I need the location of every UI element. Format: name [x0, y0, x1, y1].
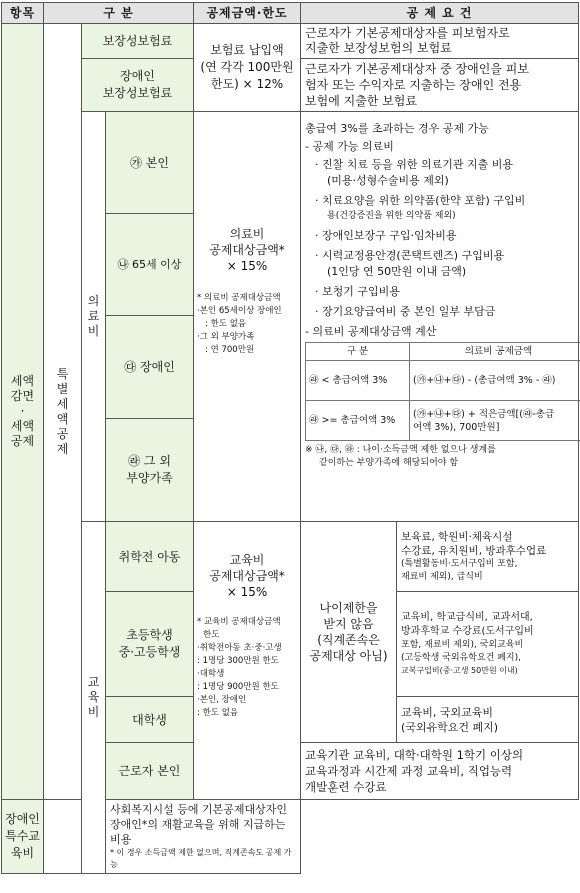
education-special-amount: [44, 800, 82, 874]
insurance-amount: 보험료 납입액 (연 각각 100만원 한도) × 12%: [194, 24, 301, 112]
medical-cell: 의 료 비: [82, 112, 106, 522]
disabled-insurance-label: 장애인 보장성보험료: [82, 59, 194, 112]
header-row: [2, 3, 579, 24]
tax-credit-table: [1, 2, 579, 874]
special-credit-cell: 특 별 세 액 공 제: [44, 24, 82, 800]
medical-senior: ㉯ 65세 이상: [106, 214, 194, 316]
disabled-insurance-requirement: 근로자가 기본공제대상자 중 장애인을 피보 험자 또는 수익자로 지출하는 장애인 전용 보험에 지출한 보험료: [301, 59, 579, 112]
education-cell: 교 육 비: [82, 522, 106, 874]
education-special: 장애인 특수교육비: [2, 800, 44, 874]
category-cell: 세액 감면 · 세액 공제: [2, 24, 44, 800]
header-requirements: 공 제 요 건: [301, 3, 579, 24]
header-amount: 공제금액·한도: [194, 3, 301, 24]
education-age-limit: 나이제한을 받지 않음 (직계존속은 공제대상 아님): [301, 522, 397, 743]
medical-amount: [194, 112, 301, 522]
header-item: 항목: [2, 3, 44, 24]
education-amount: [194, 522, 301, 800]
insurance-row-1: [2, 24, 579, 59]
education-university-req: 교육비, 국외교육비 (국외유학요건 폐지): [397, 697, 579, 743]
education-worker: 근로자 본인: [106, 743, 194, 800]
medical-amount-note: * 의료비 공제대상금액 ·본인 65세이상 장애인 : 한도 없음 ·그 외 부양가족 : 연 700만원: [197, 293, 282, 355]
medical-disabled: ㉰ 장애인: [106, 316, 194, 419]
header-category: 구 분: [44, 3, 194, 24]
medical-self: ㉮ 본인: [106, 112, 194, 214]
education-amount-note: * 교육비 공제대상금액 한도 ·취학전아동 초·중·고생 : 1명당 300만원 한도 ·대학생 : 1명당 900만원 한도 ·본인, 장애인 : 한도 없음: [197, 617, 282, 718]
insurance-label: 보장성보험료: [82, 24, 194, 59]
education-school: 초등학생 중·고등학생: [106, 592, 194, 697]
medical-requirement: 총급여 3%를 초과하는 경우 공제 가능 - 공제 가능 의료비 · 진찰 치료 등을 위한 의료기관 지출 비용 (미용·성형수술비용 제외) · 치료요양을 위한 의약품(한약 포함) 구입비 용(건강증진을 위한 의약품 제외) · 장애인보장구 구입·임차비용 · 시력교정용안경(콘택트렌즈) 구입비용 (1인당 연 50만원 이내 금액) · 보청기 구입비용 · 장기요양급여비 중 본인 일부 부담금 - 의료비 공제대상금액 계산 구 분 의료비 공제금액 ㉱ < 총급여액 3% (㉮+㉯+㉰) - (총급여액 3% - ㉱) ㉱ >= 총급여액 3% (㉮+㉯+㉰) + 적은금액[(㉱-총급 여액 3%), 700만원] ※ ㉯, ㉰, ㉱ : 나이·소득금액 제한 없으나 생계를 같이하는 부양가족에 해당되어야 함: [301, 112, 579, 522]
education-preschool-req: 보육료, 학원비·체육시설 수강료, 유치원비, 방과후수업료 (특별활동비·도서구입비 포함, 재료비 제외), 급식비: [397, 522, 579, 592]
insurance-requirement: 근로자가 기본공제대상자를 피보험자로 지출한 보장성보험의 보험료: [301, 24, 579, 59]
education-worker-req: 교육기관 교육비, 대학·대학원 1학기 이상의 교육과정과 시간제 과정 교육비, 직업능력 개발훈련 수강료: [301, 743, 579, 800]
medical-other: ㉱ 그 외 부양가족: [106, 419, 194, 522]
medical-calc-table: 구 분 의료비 공제금액 ㉱ < 총급여액 3% (㉮+㉯+㉰) - (총급여액 3% - ㉱) ㉱ >= 총급여액 3% (㉮+㉯+㉰) + 적은금액[(㉱-총급 여액 3%), 700만원]: [305, 342, 580, 441]
medical-amount-formula: 의료비 공제대상금액* × 15%: [209, 227, 285, 273]
education-row-1: [2, 522, 579, 592]
education-school-req: 교육비, 학교급식비, 교과서대, 방과후학교 수강료(도서구입비 포함, 재료비 제외), 국외교육비 (고등학생 국외유학요건 폐지), 교복구입비(중·고생 50만원 이내): [397, 592, 579, 697]
education-amount-formula: 교육비 공제대상금액* × 15%: [209, 553, 285, 599]
medical-row-1: [2, 112, 579, 214]
education-special-req: 사회복지시설 등에 기본공제대상자인 장애인*의 재활교육을 위해 지급하는 비용 * 이 경우 소득금액 제한 없으며, 직계존속도 공제 가능: [106, 800, 301, 874]
education-preschool: 취학전 아동: [106, 522, 194, 592]
education-university: 대학생: [106, 697, 194, 743]
